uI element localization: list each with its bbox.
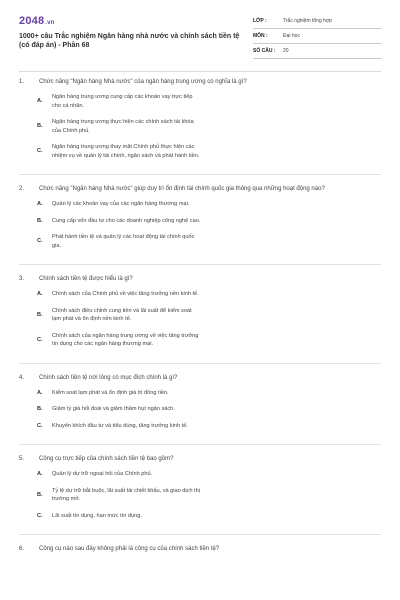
answer-option[interactable] xyxy=(37,217,212,226)
option-letter: B. xyxy=(37,217,43,224)
page-header xyxy=(0,0,400,70)
answer-option[interactable] xyxy=(37,405,212,414)
question-number: 6. xyxy=(19,546,25,552)
question-item xyxy=(19,545,381,554)
question-body: Chức năng "Ngân hàng Nhà nước" của ngân hàng trung ương có nghĩa là gì? xyxy=(39,79,247,85)
question-body: Công cụ trực tiếp của chính sách tiền tệ bao gồm? xyxy=(39,456,174,462)
question-divider xyxy=(19,264,381,265)
question-item xyxy=(19,455,381,528)
option-text: Quản lý các khoản vay của các ngân hàng thương mại. xyxy=(52,201,190,207)
page-title: 1000+ câu Trắc nghiệm Ngân hàng nhà nước và chính sách tiền tệ (có đáp án) - Phần 68 xyxy=(19,33,240,49)
question-body: Chính sách tiền tệ nới lỏng có mục đích chính là gì? xyxy=(39,374,178,381)
answer-option[interactable] xyxy=(37,233,212,250)
option-text: Lãi suất tín dụng, hạn mức tín dụng. xyxy=(52,512,142,519)
option-letter: C. xyxy=(37,512,43,519)
option-text: Chính sách của Chính phủ về việc tăng trưởng nền kinh tế. xyxy=(52,291,199,297)
meta-label: LỚP : xyxy=(253,18,267,24)
question-item xyxy=(19,78,381,168)
answer-option[interactable] xyxy=(37,307,212,324)
option-letter: A. xyxy=(37,291,43,297)
answer-option[interactable] xyxy=(37,290,212,299)
answer-option[interactable] xyxy=(37,143,212,160)
question-number: 4. xyxy=(19,374,25,381)
option-text: Ngân hàng trung ương cung cấp các khoản vay trực tiếp cho cá nhân. xyxy=(52,94,193,109)
question-text xyxy=(19,185,381,194)
question-body: Chính sách tiền tệ được hiểu là gì? xyxy=(39,276,133,282)
answer-option[interactable] xyxy=(37,332,212,349)
option-letter: C. xyxy=(37,148,43,155)
answer-option[interactable] xyxy=(37,389,212,398)
question-item xyxy=(19,374,381,439)
option-letter: A. xyxy=(37,98,43,105)
meta-table xyxy=(253,14,382,59)
meta-label: MÔN : xyxy=(253,33,268,39)
option-letter: B. xyxy=(37,311,43,318)
answer-option[interactable] xyxy=(37,422,212,431)
question-body: Công cụ nào sau đây không phải là công cụ của chính sách tiền tệ? xyxy=(39,546,220,552)
option-letter: B. xyxy=(37,406,43,412)
question-divider xyxy=(19,174,381,175)
question-number: 3. xyxy=(19,276,25,282)
question-number: 5. xyxy=(19,456,25,462)
option-letter: C. xyxy=(37,238,43,245)
question-text xyxy=(19,374,381,383)
question-divider xyxy=(19,534,381,535)
question-body: Chức năng "Ngân hàng Nhà nước" giúp duy trì ổn định tài chính quốc gia thông qua những hoạt động nào? xyxy=(39,186,325,192)
question-item xyxy=(19,275,381,357)
logo-text: 2048 xyxy=(19,15,45,27)
question-item xyxy=(19,185,381,258)
option-letter: A. xyxy=(37,471,43,477)
logo-tld: .vn xyxy=(45,20,55,26)
answer-option[interactable] xyxy=(37,118,212,135)
option-text: Tỷ lệ dự trữ bắt buộc, lãi suất tái chiết khấu, và giao dịch thị trường mở. xyxy=(52,487,201,502)
option-text: Khuyến khích đầu tư và tiêu dùng, tăng trưởng kinh tế. xyxy=(52,422,188,429)
meta-row xyxy=(253,44,382,59)
option-list xyxy=(37,389,381,439)
option-list xyxy=(37,290,381,357)
answer-option[interactable] xyxy=(37,487,212,504)
header-divider xyxy=(19,71,381,72)
option-letter: C. xyxy=(37,336,43,343)
question-text xyxy=(19,455,381,464)
option-letter: B. xyxy=(37,491,43,498)
question-number: 2. xyxy=(19,186,25,192)
option-text: Chính sách của ngân hàng trung ương về việc tăng trưởng tín dụng cho các ngân hàng thương mại. xyxy=(52,332,199,347)
question-text xyxy=(19,275,381,284)
option-list xyxy=(37,470,381,528)
option-letter: A. xyxy=(37,389,43,396)
option-letter: C. xyxy=(37,422,43,429)
option-text: Kiểm soát lạm phát và ổn định giá trị đồng tiền. xyxy=(52,389,169,396)
meta-row xyxy=(253,29,382,44)
question-divider xyxy=(19,444,381,445)
option-list xyxy=(37,200,381,258)
option-text: Phát hành tiền tệ và quản lý các hoạt động tài chính quốc gia. xyxy=(52,234,195,249)
meta-row xyxy=(253,14,382,29)
option-letter: B. xyxy=(37,123,43,130)
question-divider xyxy=(19,363,381,364)
answer-option[interactable] xyxy=(37,512,212,521)
meta-value: 20 xyxy=(283,48,289,54)
answer-option[interactable] xyxy=(37,93,212,110)
answer-option[interactable] xyxy=(37,200,212,209)
answer-option[interactable] xyxy=(37,470,212,479)
question-text xyxy=(19,545,381,554)
option-letter: A. xyxy=(37,201,43,207)
question-number: 1. xyxy=(19,79,25,85)
option-text: Ngân hàng trung ương thay mặt Chính phủ thực hiện các nhiệm vụ về quản lý tài chính, ngân sách và phát hành tiền. xyxy=(52,144,200,159)
meta-label: SỐ CÂU : xyxy=(253,48,276,54)
question-list xyxy=(19,78,381,560)
option-text: Quản lý dự trữ ngoại hối của Chính phủ. xyxy=(52,471,153,477)
meta-value: Trắc nghiệm tổng hợp xyxy=(283,18,332,24)
site-logo[interactable] xyxy=(19,15,55,27)
option-text: Giảm tỷ giá hối đoái và giảm thâm hụt ngân sách. xyxy=(52,406,175,412)
meta-value: Đại học xyxy=(283,33,300,39)
question-text xyxy=(19,78,381,87)
option-text: Chính sách điều chỉnh cung tiền và lãi suất để kiểm soát lạm phát và ổn định nền kinh tế. xyxy=(52,307,192,322)
option-list xyxy=(37,93,381,168)
option-text: Ngân hàng trung ương thực hiện các chính sách tài khóa của Chính phủ. xyxy=(52,119,194,134)
option-text: Cung cấp vốn đầu tư cho các doanh nghiệp công nghệ cao. xyxy=(52,217,201,224)
